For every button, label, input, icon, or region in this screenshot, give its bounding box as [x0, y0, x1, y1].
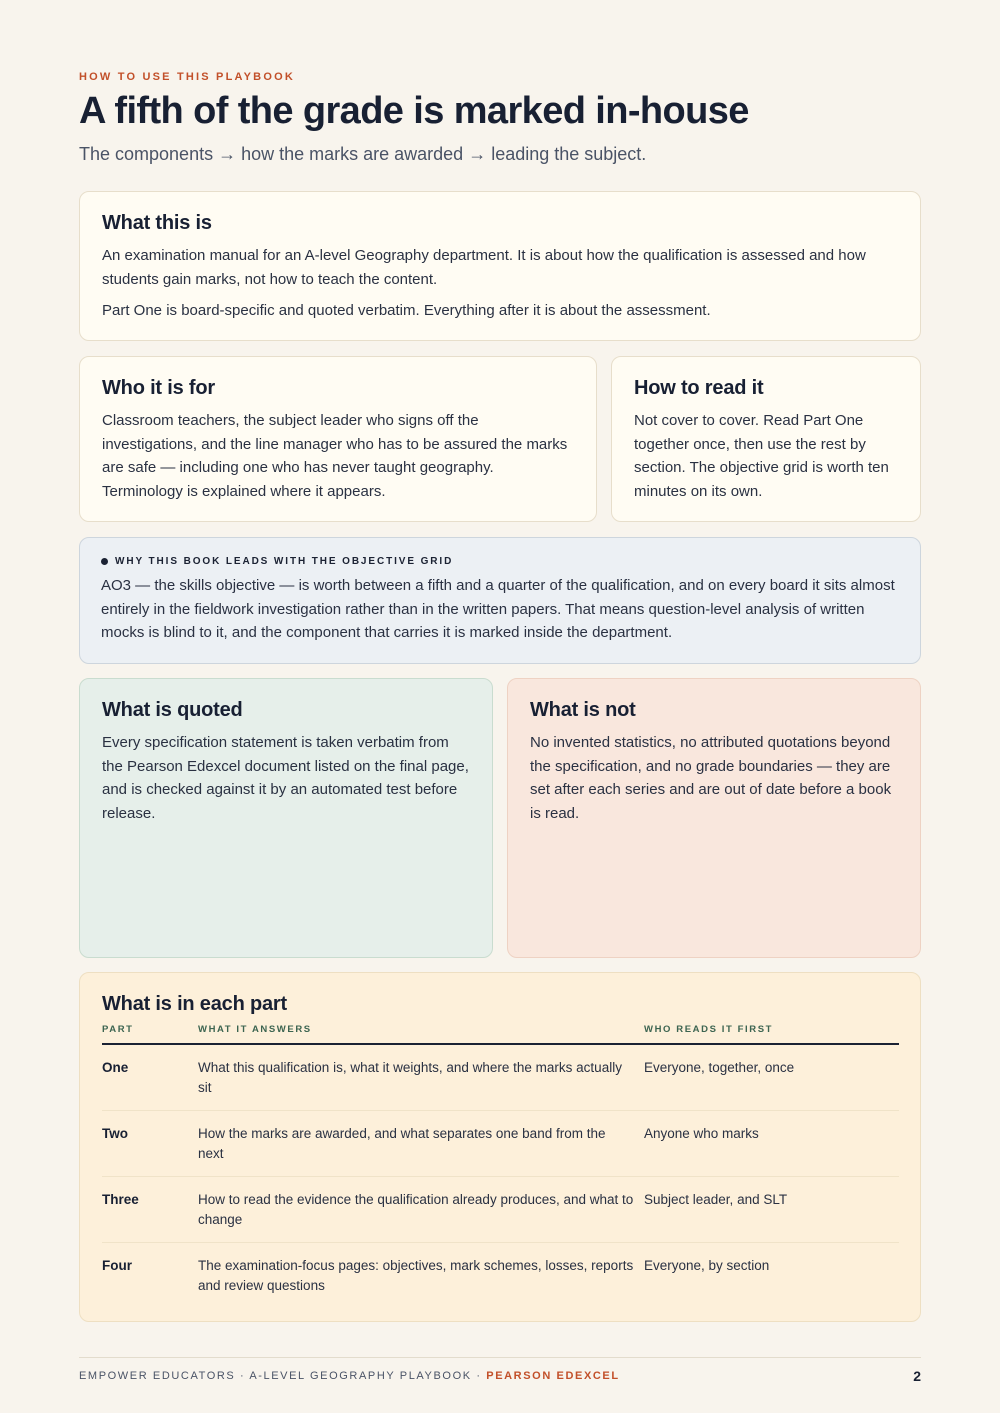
- who-it-is-for-card: [79, 356, 597, 522]
- footer-divider: [79, 1357, 921, 1358]
- footer-brand: PEARSON EDEXCEL: [486, 1370, 620, 1382]
- row-answers: How the marks are awarded, and what separates one band from the next: [198, 1111, 644, 1177]
- what-is-quoted-heading: What is quoted: [102, 699, 243, 721]
- why-grid-callout: [79, 537, 921, 664]
- what-this-is-card: [79, 191, 921, 341]
- what-is-not-heading: What is not: [530, 699, 636, 721]
- bullet-dot-icon: [101, 558, 108, 565]
- row-answers: How to read the evidence the qualification already produces, and what to change: [198, 1177, 644, 1243]
- column-header-readers: WHO READS IT FIRST: [644, 1020, 899, 1044]
- page-footer: [79, 1368, 921, 1384]
- row-part: Three: [102, 1177, 198, 1243]
- what-this-is-para2: Part One is board-specific and quoted verbatim. Everything after it is about the assessment.: [102, 302, 711, 319]
- parts-table: [102, 1020, 899, 1308]
- column-header-answers: WHAT IT ANSWERS: [198, 1020, 644, 1044]
- footer-running-title: [79, 1370, 620, 1382]
- row-part: Two: [102, 1111, 198, 1177]
- row-readers: Subject leader, and SLT: [644, 1177, 899, 1243]
- eyebrow: HOW TO USE THIS PLAYBOOK: [79, 71, 295, 83]
- what-this-is-heading: What this is: [102, 212, 212, 234]
- table-row: [102, 1044, 899, 1111]
- parts-card: [79, 972, 921, 1322]
- table-row: [102, 1177, 899, 1243]
- parts-heading: What is in each part: [102, 993, 287, 1015]
- row-answers: What this qualification is, what it weights, and where the marks actually sit: [198, 1044, 644, 1111]
- row-readers: Everyone, together, once: [644, 1044, 899, 1111]
- page-number: 2: [913, 1368, 921, 1384]
- who-it-is-for-heading: Who it is for: [102, 377, 215, 399]
- parts-table-header-row: [102, 1020, 899, 1044]
- table-row: [102, 1111, 899, 1177]
- how-to-read-body: Not cover to cover. Read Part One together once, then use the rest by section. The objective grid is worth ten minutes on its own.: [634, 412, 889, 500]
- row-answers: The examination-focus pages: objectives, mark schemes, losses, reports and review questions: [198, 1258, 634, 1293]
- footer-left-text: EMPOWER EDUCATORS · A-LEVEL GEOGRAPHY PLAYBOOK ·: [79, 1370, 482, 1382]
- page-title: A fifth of the grade is marked in-house: [79, 90, 749, 132]
- what-is-not-card: [507, 678, 921, 958]
- row-part: Four: [102, 1258, 132, 1273]
- row-readers: Everyone, by section: [644, 1258, 770, 1273]
- page-subtitle: The components → how the marks are awarded → leading the subject.: [79, 144, 647, 164]
- what-is-quoted-card: [79, 678, 493, 958]
- why-grid-label-text: WHY THIS BOOK LEADS WITH THE OBJECTIVE GRID: [115, 556, 454, 567]
- what-is-not-body: No invented statistics, no attributed quotations beyond the specification, and no grade boundaries — they are set after each series and are out of date before a book is read.: [530, 734, 892, 822]
- how-to-read-heading: How to read it: [634, 377, 764, 399]
- table-row: [102, 1243, 899, 1309]
- how-to-read-card: [611, 356, 921, 522]
- what-is-quoted-body: Every specification statement is taken verbatim from the Pearson Edexcel document listed on the final page, and is checked against it by an automated test before release.: [102, 734, 469, 822]
- why-grid-label: [101, 556, 899, 567]
- who-it-is-for-body: Classroom teachers, the subject leader who signs off the investigations, and the line manager who has to be assured the marks are safe — including one who has never taught geography. Terminology is explained where it appears.: [102, 412, 568, 500]
- what-this-is-para1: An examination manual for an A-level Geography department. It is about how the qualification is assessed and how students gain marks, not how to teach the content.: [102, 247, 866, 288]
- row-readers: Anyone who marks: [644, 1111, 899, 1177]
- row-part: One: [102, 1044, 198, 1111]
- why-grid-body: AO3 — the skills objective — is worth between a fifth and a quarter of the qualification, and on every board it sits almost entirely in the fieldwork investigation rather than in the written papers. That means question-level analysis of written mocks is blind to it, and the component that carries it is marked inside the department.: [101, 577, 895, 641]
- column-header-part: PART: [102, 1020, 198, 1044]
